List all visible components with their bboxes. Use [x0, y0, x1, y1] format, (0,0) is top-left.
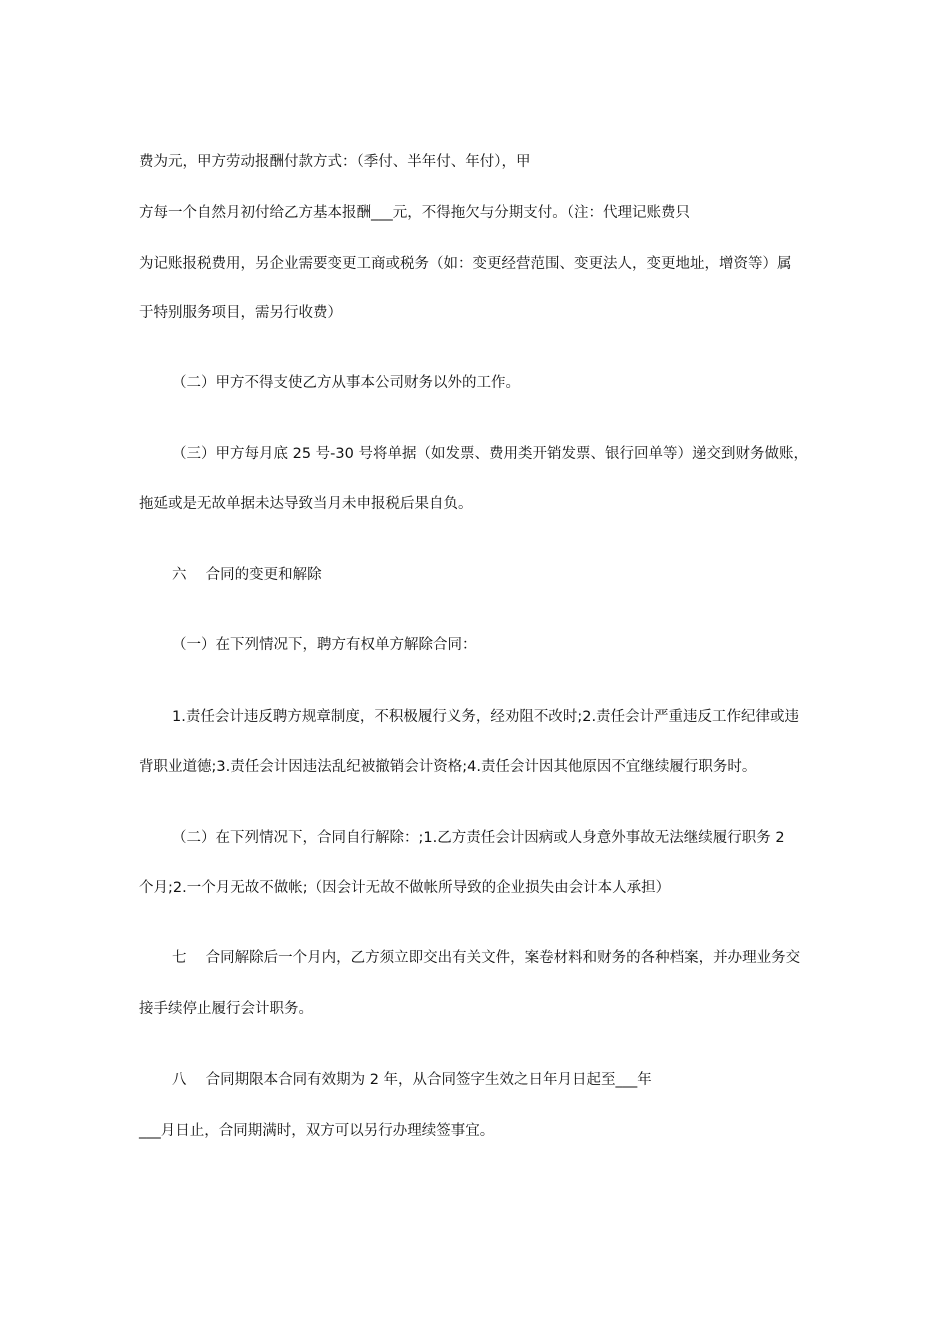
clause-three-line: （三）甲方每月底 25 号-30 号将单据（如发票、费用类开销发票、银行回单等）递交到财务做账，: [172, 446, 808, 462]
paragraph-line: 拖延或是无故单据未达导致当月未申报税后果自负。: [139, 496, 473, 512]
clause-two-line: （二）甲方不得支使乙方从事本公司财务以外的工作。: [172, 375, 520, 391]
paragraph-line: 接手续停止履行会计职务。: [139, 1001, 313, 1017]
paragraph-line: 于特别服务项目，需另行收费）: [139, 305, 342, 321]
paragraph-line: 1.责任会计违反聘方规章制度，不积极履行义务，经劝阻不改时;2.责任会计严重违反工作纪律或违: [172, 709, 800, 725]
paragraph-line: 个月;2.一个月无故不做帐;（因会计无故不做帐所导致的企业损失由会计本人承担）: [139, 880, 671, 896]
paragraph-line: ___月日止，合同期满时，双方可以另行办理续签事宜。: [139, 1123, 495, 1139]
section-seven-line: 七 合同解除后一个月内，乙方须立即交出有关文件，案卷材料和财务的各种档案，并办理业务交: [172, 950, 801, 966]
clause-two-line: （二）在下列情况下，合同自行解除：;1.乙方责任会计因病或人身意外事故无法继续履行职务 2: [172, 830, 785, 846]
paragraph-line: 背职业道德;3.责任会计因违法乱纪被撤销会计资格;4.责任会计因其他原因不宜继续履行职务时。: [139, 759, 757, 775]
section-eight-line: 八 合同期限本合同有效期为 2 年，从合同签字生效之日年月日起至___年: [172, 1072, 652, 1088]
section-six-heading: 六 合同的变更和解除: [172, 567, 322, 583]
clause-one-line: （一）在下列情况下，聘方有权单方解除合同：: [172, 637, 477, 653]
paragraph-line: 为记账报税费用，另企业需要变更工商或税务（如：变更经营范围、变更法人，变更地址，增资等）属: [139, 256, 792, 272]
paragraph-line: 方每一个自然月初付给乙方基本报酬___元，不得拖欠与分期支付。（注：代理记账费只: [139, 205, 690, 221]
paragraph-line: 费为元，甲方劳动报酬付款方式：（季付、半年付、年付），甲: [139, 154, 531, 170]
